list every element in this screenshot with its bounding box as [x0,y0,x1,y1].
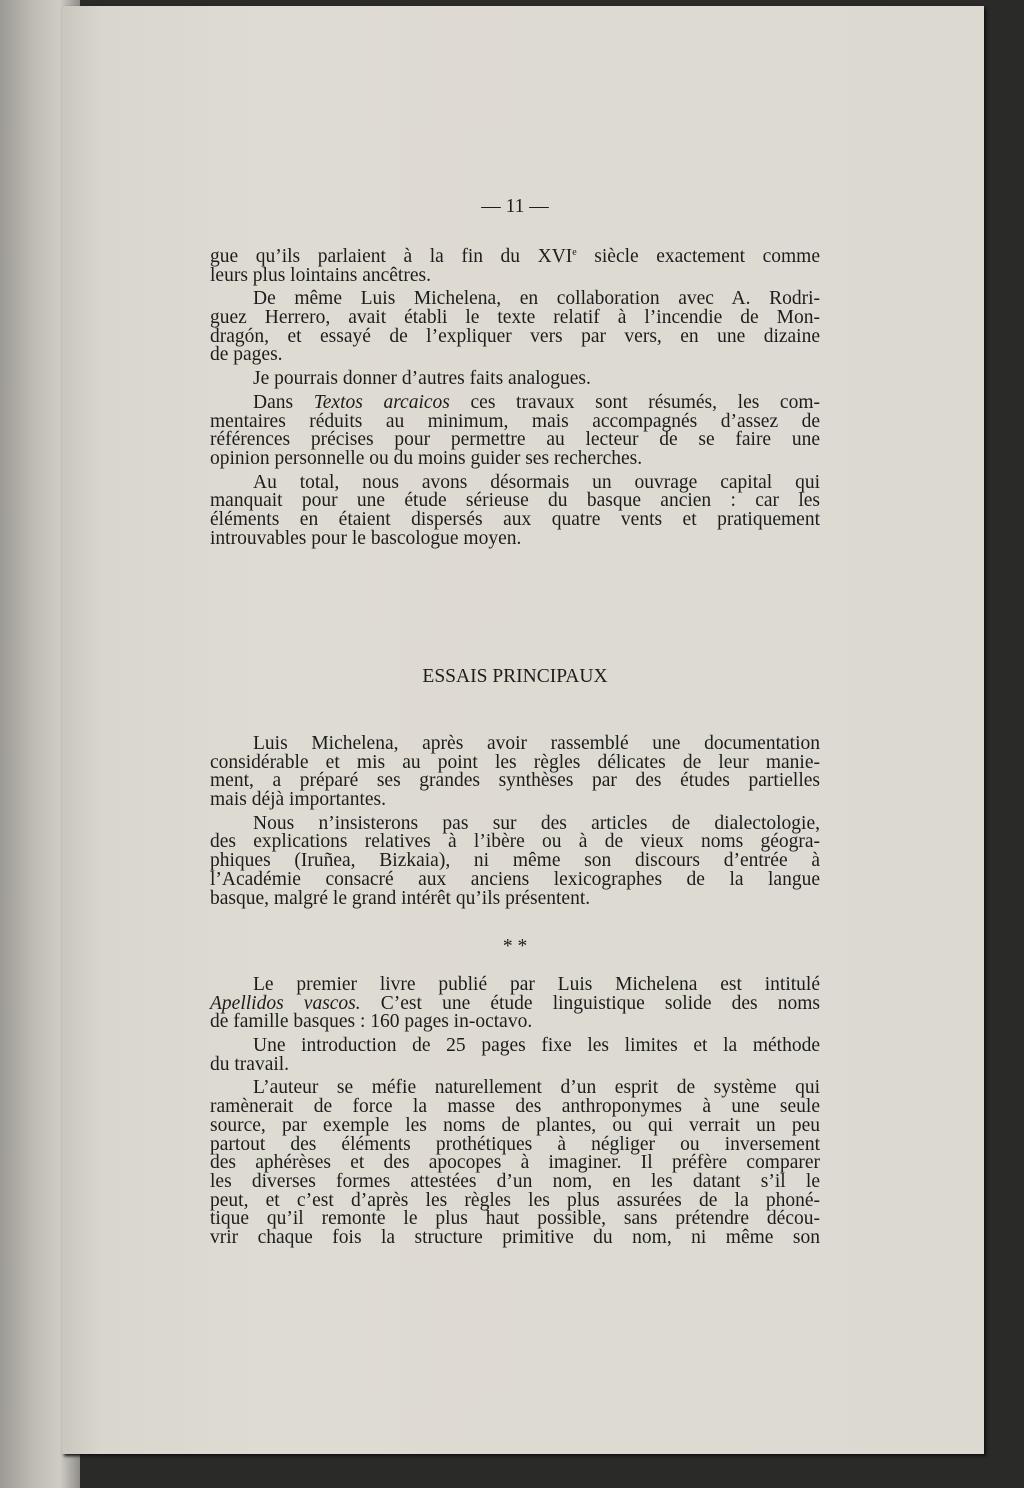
text-line: considérable et mis au point les règles délicates de leur manie- [210,751,820,773]
paragraph [210,471,820,549]
text-line: leurs plus lointains ancêtres. [210,264,431,286]
text-section-essays [210,735,820,908]
text-line: du travail. [210,1053,290,1075]
paragraph [210,812,820,909]
text-line: peut, et c’est d’après les règles les plus assurées de la phoné- [210,1189,820,1211]
text-segment: C’est une étude linguistique solide des noms [360,992,820,1014]
paragraph [210,248,820,285]
text-line: Nous n’insisterons pas sur des articles de dialectologie, [253,812,820,834]
text-segment: gue qu’ils parlaient à la fin du XVI [210,246,573,267]
text-line: basque, malgré le grand intérêt qu’ils présentent. [210,887,591,909]
text-line: phiques (Iruñea, Bizkaia), ni même son discours d’entrée à [210,850,820,872]
text-line: Au total, nous avons désormais un ouvrage capital qui [253,471,820,493]
text-line: de famille basques : 160 pages in-octavo. [210,1011,533,1033]
paragraph [210,1079,820,1247]
text-line: tique qu’il remonte le plus haut possible, sans prétendre décou- [210,1208,820,1230]
text-line: Je pourrais donner d’autres faits analogues. [253,368,591,390]
paragraph [210,1037,820,1074]
section-separator: * * [502,936,528,957]
text-line: l’Académie consacré aux anciens lexicographes de la langue [210,868,820,890]
text-line: source, par exemple les noms de plantes, ou qui verrait un peu [210,1114,820,1136]
text-section-intro [210,248,820,548]
text-line: ment, a préparé ses grandes synthèses par des études partielles [210,770,820,792]
paragraph [210,735,820,810]
text-segment: Dans [253,391,314,413]
text-segment: siècle exactement comme [576,246,820,267]
paragraph [210,290,820,365]
text-line: mentaires réduits au minimum, mais accompagnés d’assez de [210,410,820,432]
text-line: dragón, et essayé de l’expliquer vers par vers, en une dizaine [210,325,820,347]
page-number: — 11 — [481,196,549,217]
text-line: ramènerait de force la masse des anthroponymes à une seule [210,1096,820,1118]
text-line: Luis Michelena, après avoir rassemblé une documentation [253,733,820,754]
text-line: L’auteur se méfie naturellement d’un esprit de système qui [253,1077,820,1099]
text-line: Le premier livre publié par Luis Michelena est intitulé [253,974,820,995]
italic-title: Apellidos vascos. [210,992,361,1014]
text-line: De même Luis Michelena, en collaboration avec A. Rodri- [253,288,820,310]
text-line: manquait pour une étude sérieuse du basque ancien : car les [210,490,820,512]
text-line: des aphérèses et des apocopes à imaginer. Il préfère comparer [210,1152,820,1174]
text-section-apellidos [210,976,820,1248]
text-line [210,248,820,267]
superscript: e [572,247,577,258]
paragraph [210,370,820,389]
section-heading: ESSAIS PRINCIPAUX [422,666,608,687]
text-line: opinion personnelle ou du moins guider ses recherches. [210,447,643,469]
text-line: vrir chaque fois la structure primitive du nom, ni même son [210,1226,820,1248]
text-line [210,391,820,413]
text-segment: ces travaux sont résumés, les com- [449,391,820,413]
text-line: guez Herrero, avait établi le texte relatif à l’incendie de Mon- [210,307,820,329]
text-line: mais déjà importantes. [210,789,386,811]
paragraph [210,976,820,1032]
text-line: références précises pour permettre au lecteur de se faire une [210,429,820,451]
italic-title: Textos arcaicos [313,391,450,413]
text-line: partout des éléments prothétiques à négliger ou inversement [210,1133,820,1155]
text-line: éléments en étaient dispersés aux quatre vents et pratiquement [210,508,820,530]
text-line: de pages. [210,344,283,366]
text-line: Une introduction de 25 pages fixe les limites et la méthode [253,1035,820,1057]
text-line: des explications relatives à l’ibère ou à de vieux noms géogra- [210,831,820,853]
text-line: les diverses formes attestées d’un nom, en les datant s’il le [210,1170,820,1192]
paragraph [210,391,820,469]
text-line: introuvables pour le bascologue moyen. [210,527,522,549]
